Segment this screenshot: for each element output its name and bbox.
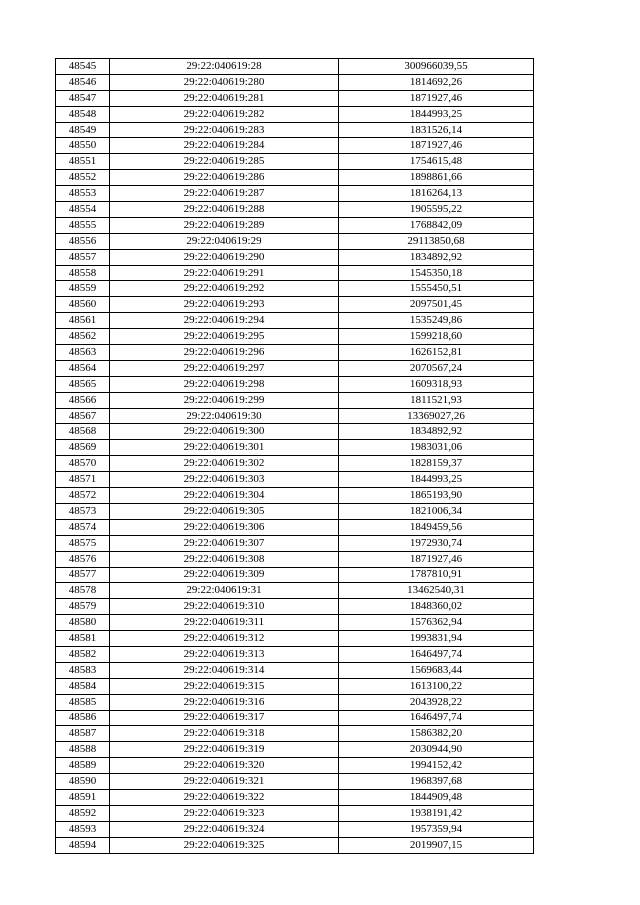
value-cell: 1871927,46 bbox=[339, 90, 534, 106]
row-number-cell: 48587 bbox=[56, 726, 110, 742]
row-number-cell: 48554 bbox=[56, 202, 110, 218]
row-number-cell: 48550 bbox=[56, 138, 110, 154]
cadastral-number-cell: 29:22:040619:295 bbox=[110, 329, 339, 345]
cadastral-number-cell: 29:22:040619:304 bbox=[110, 488, 339, 504]
cadastral-number-cell: 29:22:040619:297 bbox=[110, 360, 339, 376]
value-cell: 1646497,74 bbox=[339, 710, 534, 726]
table-body bbox=[56, 59, 534, 854]
table-row bbox=[56, 265, 534, 281]
row-number-cell: 48559 bbox=[56, 281, 110, 297]
cadastral-number-cell: 29:22:040619:314 bbox=[110, 662, 339, 678]
cadastral-number-cell: 29:22:040619:288 bbox=[110, 202, 339, 218]
table-row bbox=[56, 408, 534, 424]
table-row bbox=[56, 631, 534, 647]
value-cell: 29113850,68 bbox=[339, 233, 534, 249]
table-row bbox=[56, 615, 534, 631]
cadastral-number-cell: 29:22:040619:308 bbox=[110, 551, 339, 567]
table-row bbox=[56, 202, 534, 218]
table-row bbox=[56, 313, 534, 329]
row-number-cell: 48549 bbox=[56, 122, 110, 138]
cadastral-number-cell: 29:22:040619:300 bbox=[110, 424, 339, 440]
table-row bbox=[56, 789, 534, 805]
cadastral-number-cell: 29:22:040619:29 bbox=[110, 233, 339, 249]
value-cell: 1849459,56 bbox=[339, 519, 534, 535]
value-cell: 1646497,74 bbox=[339, 646, 534, 662]
cadastral-number-cell: 29:22:040619:322 bbox=[110, 789, 339, 805]
table-row bbox=[56, 551, 534, 567]
cadastral-number-cell: 29:22:040619:311 bbox=[110, 615, 339, 631]
cadastral-number-cell: 29:22:040619:28 bbox=[110, 59, 339, 75]
cadastral-number-cell: 29:22:040619:316 bbox=[110, 694, 339, 710]
cadastral-number-cell: 29:22:040619:321 bbox=[110, 774, 339, 790]
value-cell: 1816264,13 bbox=[339, 186, 534, 202]
value-cell: 2019907,15 bbox=[339, 837, 534, 853]
row-number-cell: 48563 bbox=[56, 345, 110, 361]
cadastral-number-cell: 29:22:040619:310 bbox=[110, 599, 339, 615]
cadastral-number-cell: 29:22:040619:312 bbox=[110, 631, 339, 647]
row-number-cell: 48568 bbox=[56, 424, 110, 440]
cadastral-number-cell: 29:22:040619:31 bbox=[110, 583, 339, 599]
row-number-cell: 48566 bbox=[56, 392, 110, 408]
value-cell: 1968397,68 bbox=[339, 774, 534, 790]
table-row bbox=[56, 742, 534, 758]
cadastral-number-cell: 29:22:040619:317 bbox=[110, 710, 339, 726]
row-number-cell: 48583 bbox=[56, 662, 110, 678]
row-number-cell: 48589 bbox=[56, 758, 110, 774]
value-cell: 1898861,66 bbox=[339, 170, 534, 186]
cadastral-number-cell: 29:22:040619:296 bbox=[110, 345, 339, 361]
table-row bbox=[56, 535, 534, 551]
value-cell: 1848360,02 bbox=[339, 599, 534, 615]
table-row bbox=[56, 821, 534, 837]
value-cell: 1844909,48 bbox=[339, 789, 534, 805]
table-row bbox=[56, 329, 534, 345]
table-row bbox=[56, 599, 534, 615]
table-row bbox=[56, 694, 534, 710]
row-number-cell: 48578 bbox=[56, 583, 110, 599]
cadastral-number-cell: 29:22:040619:303 bbox=[110, 472, 339, 488]
row-number-cell: 48548 bbox=[56, 106, 110, 122]
table-row bbox=[56, 488, 534, 504]
cadastral-number-cell: 29:22:040619:286 bbox=[110, 170, 339, 186]
value-cell: 13462540,31 bbox=[339, 583, 534, 599]
cadastral-value-table bbox=[55, 58, 534, 854]
value-cell: 1811521,93 bbox=[339, 392, 534, 408]
table-row bbox=[56, 59, 534, 75]
value-cell: 1983031,06 bbox=[339, 440, 534, 456]
value-cell: 1905595,22 bbox=[339, 202, 534, 218]
row-number-cell: 48575 bbox=[56, 535, 110, 551]
row-number-cell: 48576 bbox=[56, 551, 110, 567]
value-cell: 1754615,48 bbox=[339, 154, 534, 170]
table-row bbox=[56, 106, 534, 122]
row-number-cell: 48581 bbox=[56, 631, 110, 647]
value-cell: 300966039,55 bbox=[339, 59, 534, 75]
table-row bbox=[56, 567, 534, 583]
row-number-cell: 48560 bbox=[56, 297, 110, 313]
row-number-cell: 48546 bbox=[56, 74, 110, 90]
cadastral-number-cell: 29:22:040619:280 bbox=[110, 74, 339, 90]
table-row bbox=[56, 376, 534, 392]
value-cell: 1787810,91 bbox=[339, 567, 534, 583]
cadastral-number-cell: 29:22:040619:292 bbox=[110, 281, 339, 297]
table-row bbox=[56, 456, 534, 472]
row-number-cell: 48545 bbox=[56, 59, 110, 75]
cadastral-number-cell: 29:22:040619:299 bbox=[110, 392, 339, 408]
cadastral-number-cell: 29:22:040619:313 bbox=[110, 646, 339, 662]
table-row bbox=[56, 154, 534, 170]
cadastral-number-cell: 29:22:040619:309 bbox=[110, 567, 339, 583]
table-row bbox=[56, 678, 534, 694]
value-cell: 1994152,42 bbox=[339, 758, 534, 774]
value-cell: 1569683,44 bbox=[339, 662, 534, 678]
cadastral-number-cell: 29:22:040619:293 bbox=[110, 297, 339, 313]
row-number-cell: 48579 bbox=[56, 599, 110, 615]
cadastral-number-cell: 29:22:040619:302 bbox=[110, 456, 339, 472]
table-row bbox=[56, 138, 534, 154]
cadastral-number-cell: 29:22:040619:307 bbox=[110, 535, 339, 551]
row-number-cell: 48591 bbox=[56, 789, 110, 805]
value-cell: 1814692,26 bbox=[339, 74, 534, 90]
value-cell: 1626152,81 bbox=[339, 345, 534, 361]
row-number-cell: 48570 bbox=[56, 456, 110, 472]
table-row bbox=[56, 360, 534, 376]
table-row bbox=[56, 805, 534, 821]
table-row bbox=[56, 503, 534, 519]
value-cell: 2070567,24 bbox=[339, 360, 534, 376]
table-row bbox=[56, 758, 534, 774]
cadastral-number-cell: 29:22:040619:305 bbox=[110, 503, 339, 519]
value-cell: 1993831,94 bbox=[339, 631, 534, 647]
cadastral-number-cell: 29:22:040619:287 bbox=[110, 186, 339, 202]
cadastral-number-cell: 29:22:040619:30 bbox=[110, 408, 339, 424]
cadastral-number-cell: 29:22:040619:320 bbox=[110, 758, 339, 774]
value-cell: 1831526,14 bbox=[339, 122, 534, 138]
cadastral-number-cell: 29:22:040619:285 bbox=[110, 154, 339, 170]
value-cell: 2097501,45 bbox=[339, 297, 534, 313]
value-cell: 2043928,22 bbox=[339, 694, 534, 710]
cadastral-number-cell: 29:22:040619:281 bbox=[110, 90, 339, 106]
row-number-cell: 48558 bbox=[56, 265, 110, 281]
row-number-cell: 48553 bbox=[56, 186, 110, 202]
table-row bbox=[56, 472, 534, 488]
table-row bbox=[56, 424, 534, 440]
value-cell: 1599218,60 bbox=[339, 329, 534, 345]
table-row bbox=[56, 233, 534, 249]
table-row bbox=[56, 249, 534, 265]
table-row bbox=[56, 170, 534, 186]
value-cell: 1972930,74 bbox=[339, 535, 534, 551]
row-number-cell: 48585 bbox=[56, 694, 110, 710]
cadastral-number-cell: 29:22:040619:283 bbox=[110, 122, 339, 138]
cadastral-number-cell: 29:22:040619:284 bbox=[110, 138, 339, 154]
table-row bbox=[56, 837, 534, 853]
value-cell: 1871927,46 bbox=[339, 551, 534, 567]
cadastral-number-cell: 29:22:040619:290 bbox=[110, 249, 339, 265]
row-number-cell: 48582 bbox=[56, 646, 110, 662]
row-number-cell: 48574 bbox=[56, 519, 110, 535]
table-row bbox=[56, 74, 534, 90]
value-cell: 1844993,25 bbox=[339, 106, 534, 122]
row-number-cell: 48588 bbox=[56, 742, 110, 758]
row-number-cell: 48590 bbox=[56, 774, 110, 790]
value-cell: 1576362,94 bbox=[339, 615, 534, 631]
row-number-cell: 48565 bbox=[56, 376, 110, 392]
row-number-cell: 48592 bbox=[56, 805, 110, 821]
row-number-cell: 48556 bbox=[56, 233, 110, 249]
cadastral-number-cell: 29:22:040619:319 bbox=[110, 742, 339, 758]
value-cell: 1844993,25 bbox=[339, 472, 534, 488]
value-cell: 1834892,92 bbox=[339, 249, 534, 265]
table-row bbox=[56, 392, 534, 408]
value-cell: 1535249,86 bbox=[339, 313, 534, 329]
row-number-cell: 48594 bbox=[56, 837, 110, 853]
table-row bbox=[56, 774, 534, 790]
row-number-cell: 48573 bbox=[56, 503, 110, 519]
cadastral-number-cell: 29:22:040619:306 bbox=[110, 519, 339, 535]
value-cell: 2030944,90 bbox=[339, 742, 534, 758]
row-number-cell: 48561 bbox=[56, 313, 110, 329]
row-number-cell: 48547 bbox=[56, 90, 110, 106]
value-cell: 1821006,34 bbox=[339, 503, 534, 519]
row-number-cell: 48580 bbox=[56, 615, 110, 631]
table-row bbox=[56, 90, 534, 106]
value-cell: 1938191,42 bbox=[339, 805, 534, 821]
table-row bbox=[56, 519, 534, 535]
row-number-cell: 48562 bbox=[56, 329, 110, 345]
table-row bbox=[56, 710, 534, 726]
cadastral-number-cell: 29:22:040619:289 bbox=[110, 217, 339, 233]
value-cell: 1586382,20 bbox=[339, 726, 534, 742]
value-cell: 1768842,09 bbox=[339, 217, 534, 233]
table-row bbox=[56, 217, 534, 233]
table-row bbox=[56, 583, 534, 599]
table-row bbox=[56, 440, 534, 456]
cadastral-number-cell: 29:22:040619:325 bbox=[110, 837, 339, 853]
table-row bbox=[56, 186, 534, 202]
value-cell: 1555450,51 bbox=[339, 281, 534, 297]
row-number-cell: 48584 bbox=[56, 678, 110, 694]
row-number-cell: 48571 bbox=[56, 472, 110, 488]
value-cell: 1871927,46 bbox=[339, 138, 534, 154]
value-cell: 1545350,18 bbox=[339, 265, 534, 281]
row-number-cell: 48552 bbox=[56, 170, 110, 186]
table-row bbox=[56, 281, 534, 297]
row-number-cell: 48564 bbox=[56, 360, 110, 376]
cadastral-number-cell: 29:22:040619:324 bbox=[110, 821, 339, 837]
table-row bbox=[56, 646, 534, 662]
cadastral-number-cell: 29:22:040619:301 bbox=[110, 440, 339, 456]
table-row bbox=[56, 122, 534, 138]
row-number-cell: 48586 bbox=[56, 710, 110, 726]
row-number-cell: 48557 bbox=[56, 249, 110, 265]
value-cell: 1834892,92 bbox=[339, 424, 534, 440]
cadastral-number-cell: 29:22:040619:291 bbox=[110, 265, 339, 281]
table-row bbox=[56, 726, 534, 742]
value-cell: 13369027,26 bbox=[339, 408, 534, 424]
row-number-cell: 48551 bbox=[56, 154, 110, 170]
cadastral-number-cell: 29:22:040619:323 bbox=[110, 805, 339, 821]
value-cell: 1609318,93 bbox=[339, 376, 534, 392]
row-number-cell: 48567 bbox=[56, 408, 110, 424]
value-cell: 1613100,22 bbox=[339, 678, 534, 694]
cadastral-number-cell: 29:22:040619:294 bbox=[110, 313, 339, 329]
value-cell: 1865193,90 bbox=[339, 488, 534, 504]
row-number-cell: 48569 bbox=[56, 440, 110, 456]
table-row bbox=[56, 662, 534, 678]
table-row bbox=[56, 297, 534, 313]
table-row bbox=[56, 345, 534, 361]
value-cell: 1828159,37 bbox=[339, 456, 534, 472]
cadastral-number-cell: 29:22:040619:282 bbox=[110, 106, 339, 122]
row-number-cell: 48572 bbox=[56, 488, 110, 504]
row-number-cell: 48593 bbox=[56, 821, 110, 837]
row-number-cell: 48555 bbox=[56, 217, 110, 233]
value-cell: 1957359,94 bbox=[339, 821, 534, 837]
cadastral-number-cell: 29:22:040619:318 bbox=[110, 726, 339, 742]
cadastral-number-cell: 29:22:040619:315 bbox=[110, 678, 339, 694]
cadastral-number-cell: 29:22:040619:298 bbox=[110, 376, 339, 392]
row-number-cell: 48577 bbox=[56, 567, 110, 583]
